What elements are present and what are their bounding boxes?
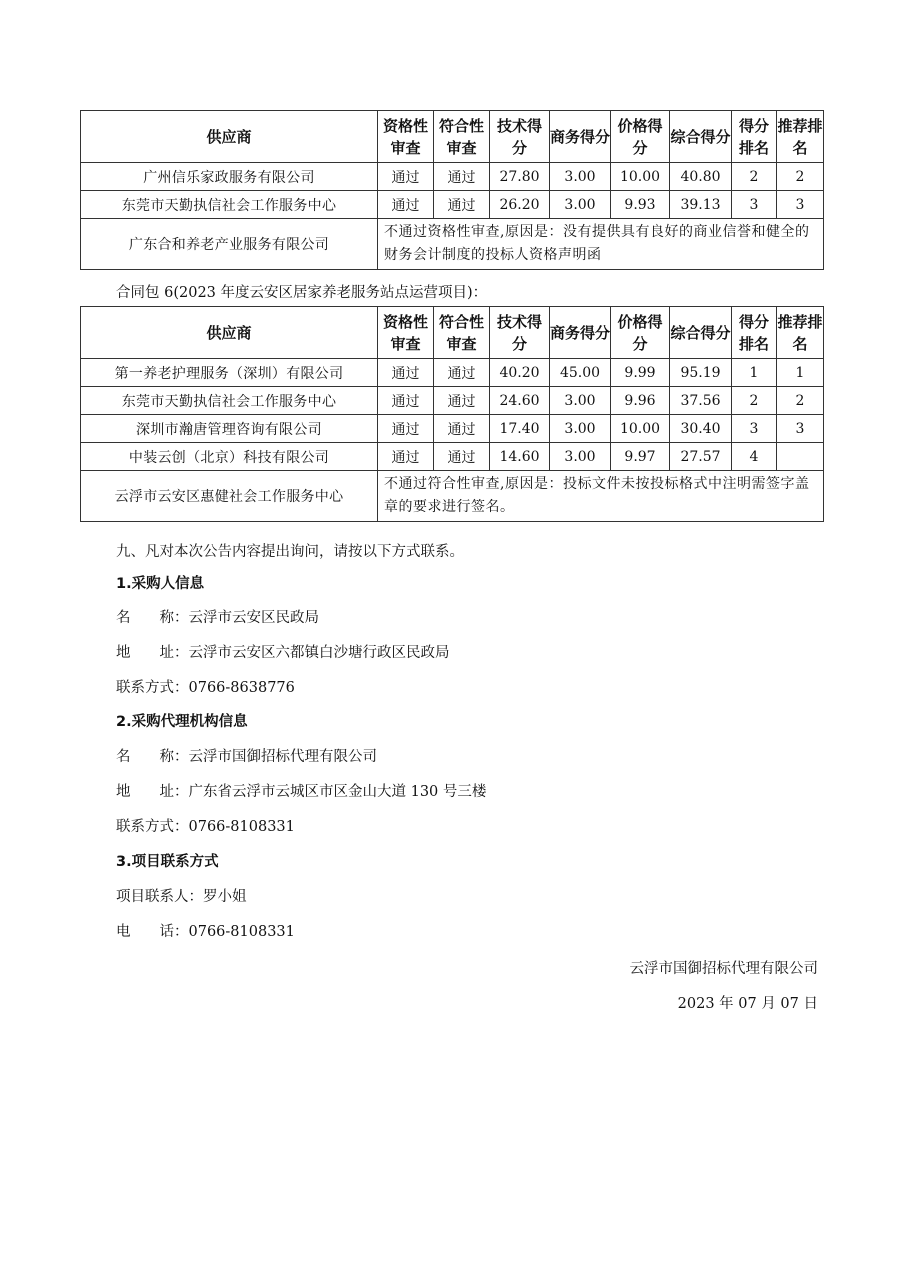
tech-score: 24.60 <box>490 387 550 415</box>
table-header-row <box>81 307 824 359</box>
conformity-result: 通过 <box>434 443 490 471</box>
agency-name: 云浮市国御招标代理有限公司 <box>188 749 377 765</box>
signature-date: 2023 年 07 月 07 日 <box>677 996 818 1012</box>
tech-score: 27.80 <box>490 163 550 191</box>
purchaser-contact-line <box>116 676 295 697</box>
project-phone-label: 电 话： <box>116 924 189 940</box>
business-score: 3.00 <box>550 191 611 219</box>
agency-contact: 0766-8108331 <box>188 819 295 835</box>
table-row <box>81 191 824 219</box>
package6-title: 合同包 6(2023 年度云安区居家养老服务站点运营项目)： <box>116 285 488 301</box>
header-total-score: 综合得分 <box>670 307 732 359</box>
tech-score: 26.20 <box>490 191 550 219</box>
project-heading: 3.项目联系方式 <box>116 854 219 870</box>
purchaser-addr-line <box>116 641 450 662</box>
tech-score: 40.20 <box>490 359 550 387</box>
table-row <box>81 415 824 443</box>
agency-contact-line <box>116 815 295 836</box>
qualification-result: 通过 <box>378 415 434 443</box>
purchaser-heading: 1.采购人信息 <box>116 576 205 592</box>
supplier-name: 云浮市云安区惠健社会工作服务中心 <box>81 471 378 522</box>
agency-addr-label: 地 址： <box>116 784 189 800</box>
qualification-result: 通过 <box>378 387 434 415</box>
header-conformity: 符合性审查 <box>434 111 490 163</box>
purchaser-addr-label: 地 址： <box>116 645 189 661</box>
business-score: 3.00 <box>550 387 611 415</box>
header-supplier: 供应商 <box>81 307 378 359</box>
recommend-rank: 3 <box>777 415 824 443</box>
tech-score: 14.60 <box>490 443 550 471</box>
recommend-rank: 2 <box>777 387 824 415</box>
supplier-name: 广东合和养老产业服务有限公司 <box>81 219 378 270</box>
score-rank: 3 <box>732 415 777 443</box>
supplier-name: 深圳市瀚唐管理咨询有限公司 <box>81 415 378 443</box>
conformity-result: 通过 <box>434 415 490 443</box>
supplier-name: 中装云创（北京）科技有限公司 <box>81 443 378 471</box>
business-score: 45.00 <box>550 359 611 387</box>
agency-contact-label: 联系方式： <box>116 819 189 835</box>
score-table-1 <box>80 110 824 270</box>
project-phone: 0766-8108331 <box>188 924 295 940</box>
header-total-score: 综合得分 <box>670 111 732 163</box>
total-score: 27.57 <box>670 443 732 471</box>
qualification-result: 通过 <box>378 191 434 219</box>
table-row-failed <box>81 219 824 270</box>
score-rank: 4 <box>732 443 777 471</box>
table-row-failed <box>81 471 824 522</box>
supplier-name: 东莞市天勤执信社会工作服务中心 <box>81 191 378 219</box>
score-table-2 <box>80 306 824 522</box>
business-score: 3.00 <box>550 443 611 471</box>
signature-company: 云浮市国御招标代理有限公司 <box>629 961 818 977</box>
price-score: 9.93 <box>611 191 670 219</box>
price-score: 10.00 <box>611 415 670 443</box>
purchaser-contact-label: 联系方式： <box>116 680 189 696</box>
price-score: 10.00 <box>611 163 670 191</box>
recommend-rank <box>777 443 824 471</box>
fail-reason: 不通过符合性审查,原因是：投标文件未按投标格式中注明需签字盖章的要求进行签名。 <box>378 471 824 522</box>
price-score: 9.96 <box>611 387 670 415</box>
header-recommend-rank: 推荐排名 <box>777 307 824 359</box>
conformity-result: 通过 <box>434 359 490 387</box>
price-score: 9.97 <box>611 443 670 471</box>
purchaser-name: 云浮市云安区民政局 <box>188 610 319 626</box>
agency-name-label: 名 称： <box>116 749 189 765</box>
score-rank: 2 <box>732 387 777 415</box>
project-person-line <box>116 885 247 906</box>
fail-reason: 不通过资格性审查,原因是：没有提供具有良好的商业信誉和健全的财务会计制度的投标人资格声明函 <box>378 219 824 270</box>
header-qualification: 资格性审查 <box>378 307 434 359</box>
section-9-title: 九、凡对本次公告内容提出询问，请按以下方式联系。 <box>116 544 464 560</box>
agency-name-line <box>116 745 377 766</box>
conformity-result: 通过 <box>434 387 490 415</box>
header-supplier: 供应商 <box>81 111 378 163</box>
header-price-score: 价格得分 <box>611 111 670 163</box>
total-score: 95.19 <box>670 359 732 387</box>
header-recommend-rank: 推荐排名 <box>777 111 824 163</box>
header-qualification: 资格性审查 <box>378 111 434 163</box>
total-score: 39.13 <box>670 191 732 219</box>
purchaser-name-label: 名 称： <box>116 610 189 626</box>
score-rank: 1 <box>732 359 777 387</box>
agency-addr: 广东省云浮市云城区市区金山大道 130 号三楼 <box>188 784 487 800</box>
recommend-rank: 2 <box>777 163 824 191</box>
qualification-result: 通过 <box>378 163 434 191</box>
header-business-score: 商务得分 <box>550 111 611 163</box>
table-row <box>81 443 824 471</box>
qualification-result: 通过 <box>378 443 434 471</box>
total-score: 40.80 <box>670 163 732 191</box>
header-price-score: 价格得分 <box>611 307 670 359</box>
business-score: 3.00 <box>550 163 611 191</box>
agency-addr-line <box>116 780 486 801</box>
purchaser-name-line <box>116 606 319 627</box>
score-rank: 2 <box>732 163 777 191</box>
header-conformity: 符合性审查 <box>434 307 490 359</box>
business-score: 3.00 <box>550 415 611 443</box>
project-person-label: 项目联系人： <box>116 889 203 905</box>
total-score: 37.56 <box>670 387 732 415</box>
conformity-result: 通过 <box>434 191 490 219</box>
total-score: 30.40 <box>670 415 732 443</box>
agency-heading: 2.采购代理机构信息 <box>116 714 248 730</box>
recommend-rank: 1 <box>777 359 824 387</box>
qualification-result: 通过 <box>378 359 434 387</box>
recommend-rank: 3 <box>777 191 824 219</box>
header-tech-score: 技术得分 <box>490 111 550 163</box>
table-row <box>81 387 824 415</box>
header-business-score: 商务得分 <box>550 307 611 359</box>
purchaser-contact: 0766-8638776 <box>188 680 295 696</box>
header-tech-score: 技术得分 <box>490 307 550 359</box>
purchaser-addr: 云浮市云安区六都镇白沙塘行政区民政局 <box>188 645 450 661</box>
supplier-name: 东莞市天勤执信社会工作服务中心 <box>81 387 378 415</box>
table-header-row <box>81 111 824 163</box>
price-score: 9.99 <box>611 359 670 387</box>
tech-score: 17.40 <box>490 415 550 443</box>
header-score-rank: 得分排名 <box>732 111 777 163</box>
supplier-name: 第一养老护理服务（深圳）有限公司 <box>81 359 378 387</box>
table-row <box>81 359 824 387</box>
project-phone-line <box>116 920 295 941</box>
header-score-rank: 得分排名 <box>732 307 777 359</box>
conformity-result: 通过 <box>434 163 490 191</box>
project-person: 罗小姐 <box>203 889 247 905</box>
supplier-name: 广州信乐家政服务有限公司 <box>81 163 378 191</box>
score-rank: 3 <box>732 191 777 219</box>
table-row <box>81 163 824 191</box>
